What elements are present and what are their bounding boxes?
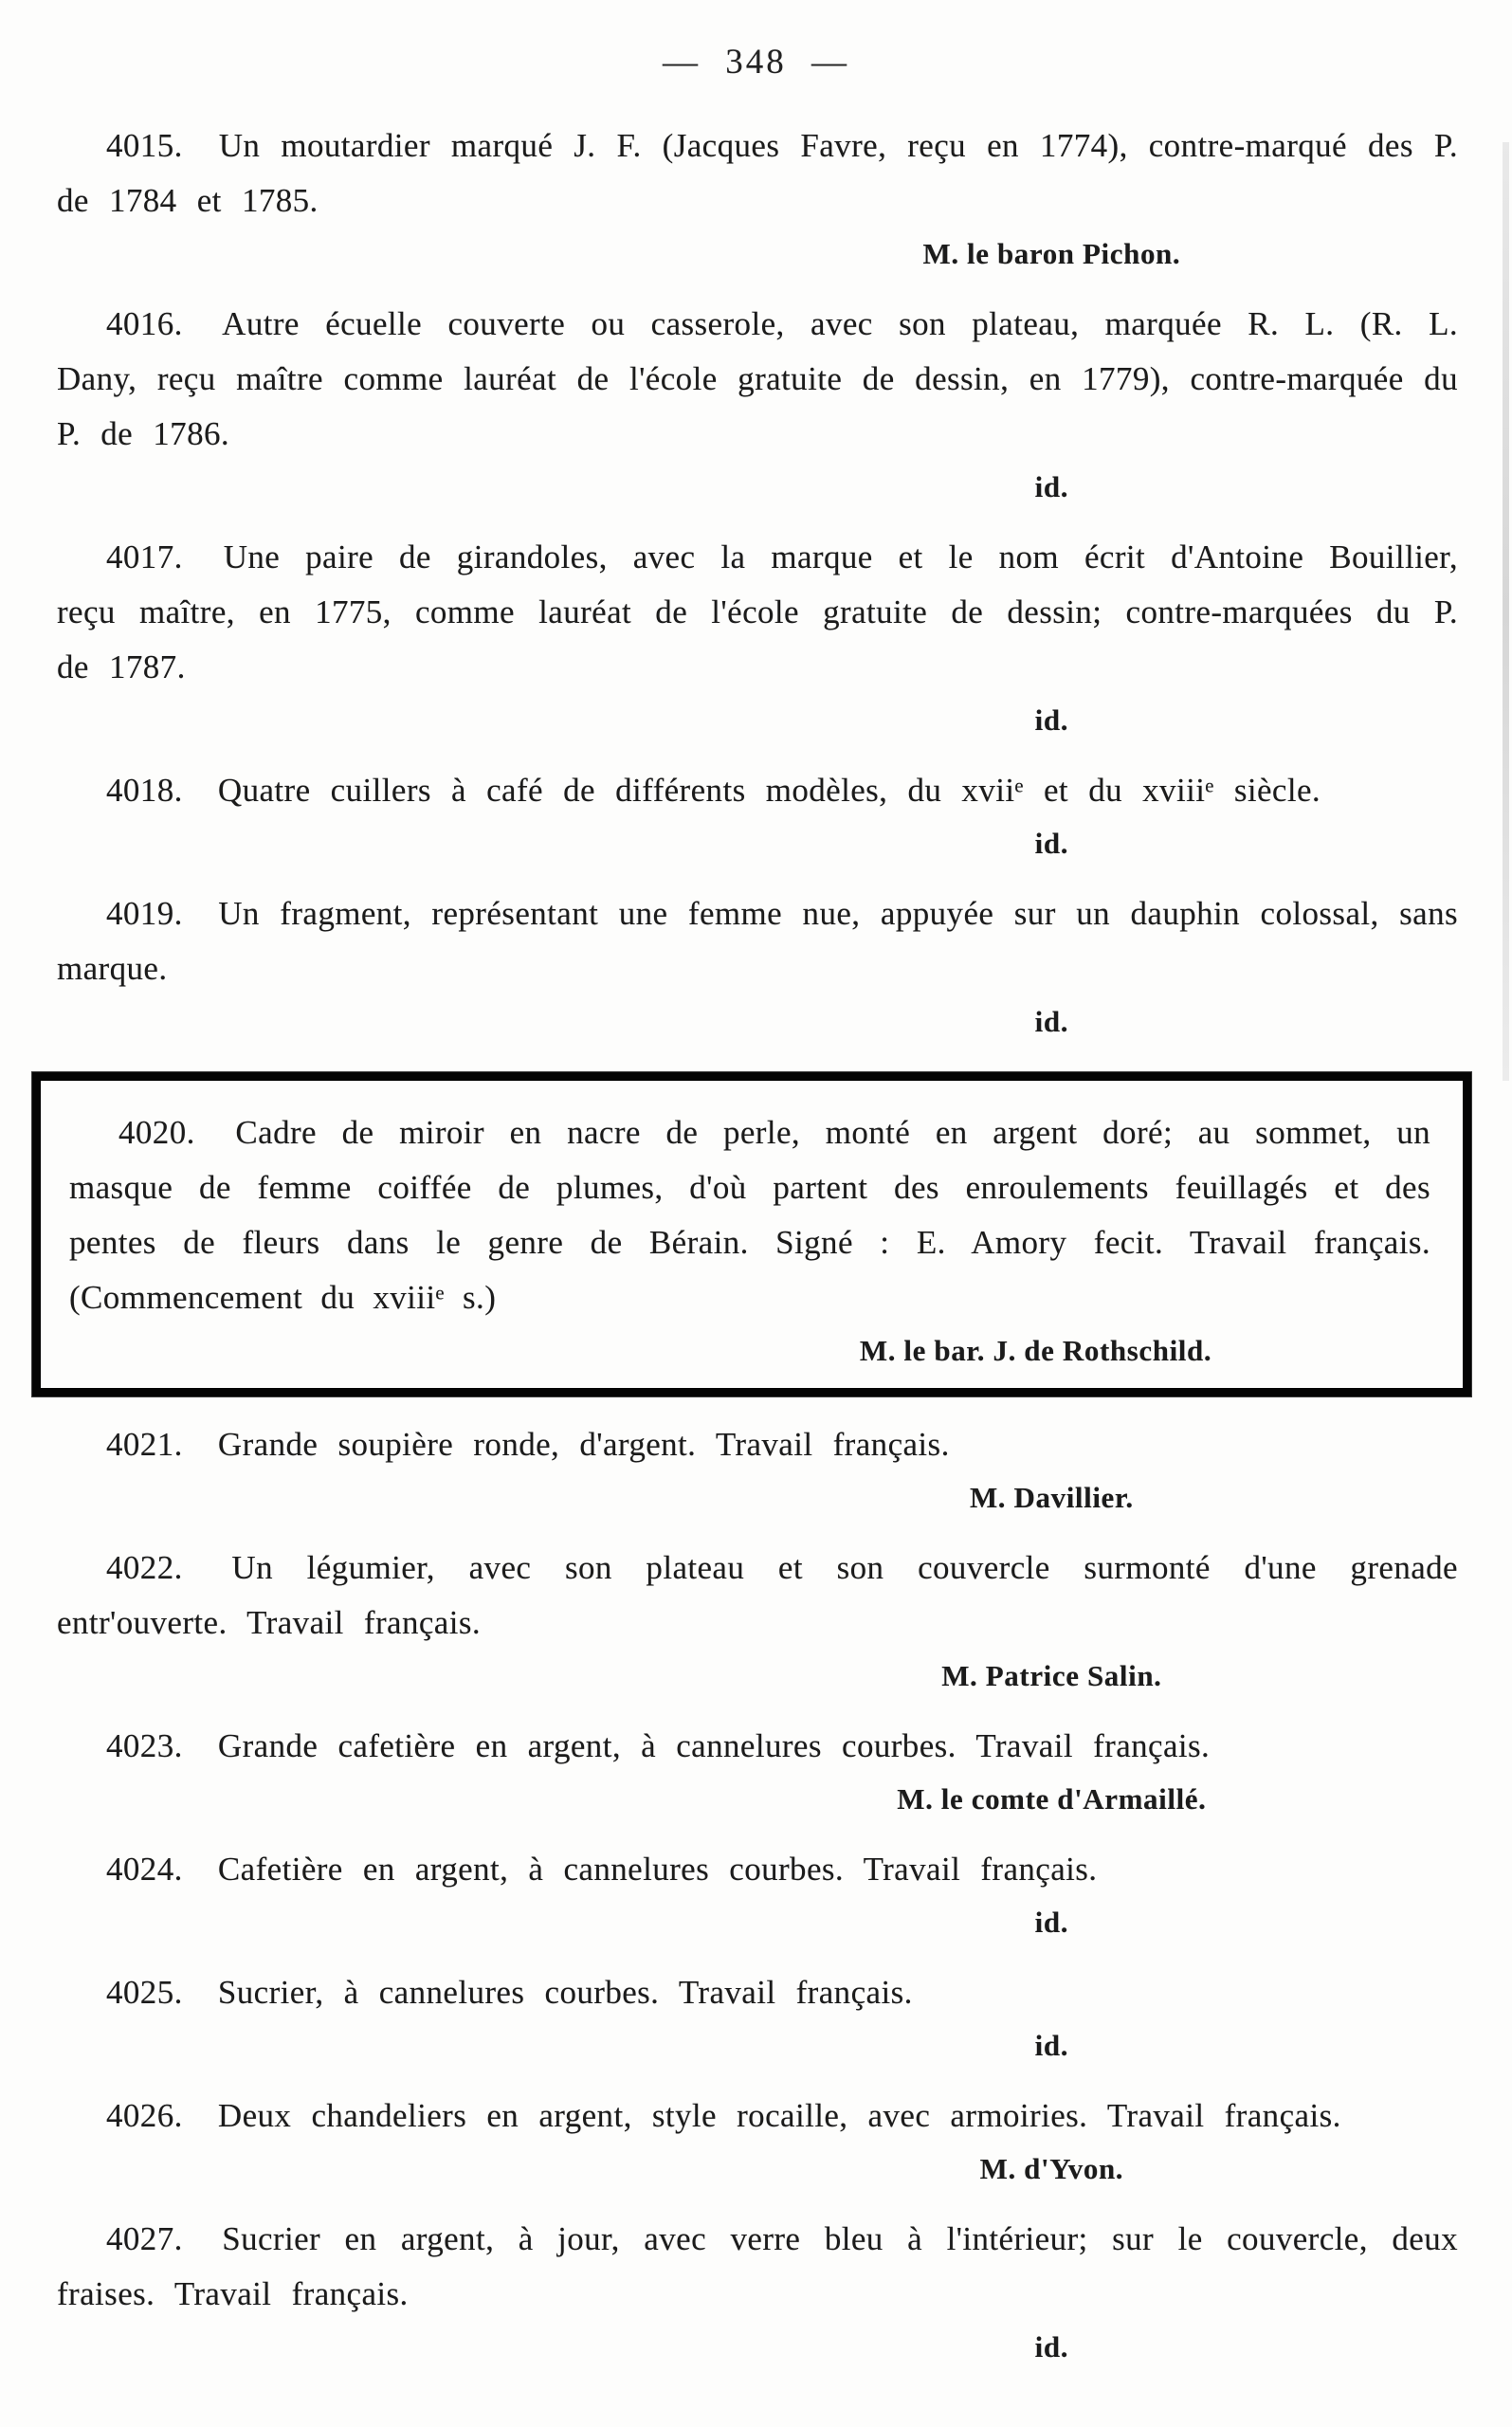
entry-paragraph xyxy=(69,1105,1430,1325)
catalog-entry xyxy=(57,1417,1458,1522)
catalog-entry xyxy=(57,763,1458,867)
lot-description: Grande soupière ronde, d'argent. Travail français. xyxy=(197,1426,950,1463)
owner-attribution: M. le comte d'Armaillé. xyxy=(897,1782,1207,1816)
owner-attribution: id. xyxy=(1034,1005,1069,1038)
lot-number: 4024. xyxy=(106,1851,183,1888)
lot-number: 4017. xyxy=(106,538,183,575)
catalog-entry xyxy=(57,119,1458,278)
scan-edge-artifact xyxy=(1503,142,1509,1081)
catalog-entry xyxy=(57,2212,1458,2371)
catalog-entry xyxy=(57,1965,1458,2070)
entry-paragraph xyxy=(57,1541,1458,1651)
lot-description: Cadre de miroir en nacre de perle, monté en argent doré; au sommet, un masque de femme coiffée de plumes, d'où partent des enroulements feuillagés et des pentes de fleurs dans le genre de Bérain. Signé : E. Amory fecit. Travail français. (Commencement du xviiiᵉ s.) xyxy=(69,1114,1430,1316)
page-number: — 348 — xyxy=(663,43,849,82)
lot-description: Grande cafetière en argent, à cannelures courbes. Travail français. xyxy=(197,1727,1211,1764)
entry-paragraph xyxy=(57,1719,1458,1774)
owner-attribution: M. d'Yvon. xyxy=(979,2152,1124,2185)
entry-paragraph xyxy=(57,886,1458,996)
owner-attribution: id. xyxy=(1034,1906,1069,1939)
lot-number: 4015. xyxy=(106,127,183,164)
catalog-entry xyxy=(32,1072,1471,1396)
entry-paragraph xyxy=(57,530,1458,695)
lot-number: 4016. xyxy=(106,305,183,342)
lot-number: 4021. xyxy=(106,1426,183,1463)
entry-paragraph xyxy=(57,297,1458,462)
lot-number: 4022. xyxy=(106,1549,183,1586)
lot-number: 4025. xyxy=(106,1974,183,2011)
entry-paragraph xyxy=(57,2089,1458,2144)
catalog-entry xyxy=(57,1842,1458,1946)
lot-number: 4026. xyxy=(106,2097,183,2134)
catalog-entry-list xyxy=(0,82,1512,2371)
lot-description: Deux chandeliers en argent, style rocaille, avec armoiries. Travail français. xyxy=(197,2097,1341,2134)
lot-number: 4027. xyxy=(106,2220,183,2257)
catalog-entry xyxy=(57,2089,1458,2193)
lot-number: 4018. xyxy=(106,772,183,809)
owner-attribution: M. Patrice Salin. xyxy=(941,1659,1162,1692)
owner-attribution: id. xyxy=(1034,2330,1069,2363)
entry-paragraph xyxy=(57,119,1458,228)
lot-description: Autre écuelle couverte ou casserole, avec son plateau, marquée R. L. (R. L. Dany, reçu maître comme lauréat de l'école gratuite de dessin, en 1779), contre-marquée du P. de 1786. xyxy=(57,305,1458,452)
lot-description: Une paire de girandoles, avec la marque et le nom écrit d'Antoine Bouillier, reçu maître, en 1775, comme lauréat de l'école gratuite de dessin; contre-marquées du P. de 1787. xyxy=(57,538,1458,685)
lot-description: Sucrier en argent, à jour, avec verre bleu à l'intérieur; sur le couvercle, deux fraises. Travail français. xyxy=(57,2220,1458,2312)
catalog-entry xyxy=(57,1719,1458,1823)
lot-description: Sucrier, à cannelures courbes. Travail français. xyxy=(197,1974,913,2011)
entry-paragraph xyxy=(57,763,1458,818)
lot-description: Un fragment, représentant une femme nue, appuyée sur un dauphin colossal, sans marque. xyxy=(57,895,1458,987)
catalog-entry xyxy=(57,886,1458,1046)
lot-description: Cafetière en argent, à cannelures courbes. Travail français. xyxy=(197,1851,1098,1888)
lot-description: Un légumier, avec son plateau et son couvercle surmonté d'une grenade entr'ouverte. Travail français. xyxy=(57,1549,1458,1641)
entry-paragraph xyxy=(57,1965,1458,2020)
lot-number: 4019. xyxy=(106,895,183,932)
owner-attribution: M. Davillier. xyxy=(969,1481,1134,1514)
catalog-entry xyxy=(57,1541,1458,1700)
catalog-entry xyxy=(57,297,1458,511)
owner-attribution: id. xyxy=(1034,470,1069,503)
entry-paragraph xyxy=(57,1842,1458,1897)
lot-description: Un moutardier marqué J. F. (Jacques Favre, reçu en 1774), contre-marqué des P. de 1784 et 1785. xyxy=(57,127,1458,219)
owner-attribution: id. xyxy=(1034,703,1069,737)
owner-attribution: id. xyxy=(1034,2029,1069,2062)
owner-attribution: M. le bar. J. de Rothschild. xyxy=(859,1334,1212,1367)
lot-description: Quatre cuillers à café de différents modèles, du xviiᵉ et du xviiiᵉ siècle. xyxy=(197,772,1321,809)
catalog-entry xyxy=(57,530,1458,744)
entry-paragraph xyxy=(57,1417,1458,1472)
owner-attribution: id. xyxy=(1034,827,1069,860)
lot-number: 4020. xyxy=(118,1114,195,1151)
lot-number: 4023. xyxy=(106,1727,183,1764)
entry-paragraph xyxy=(57,2212,1458,2322)
owner-attribution: M. le baron Pichon. xyxy=(922,237,1181,270)
